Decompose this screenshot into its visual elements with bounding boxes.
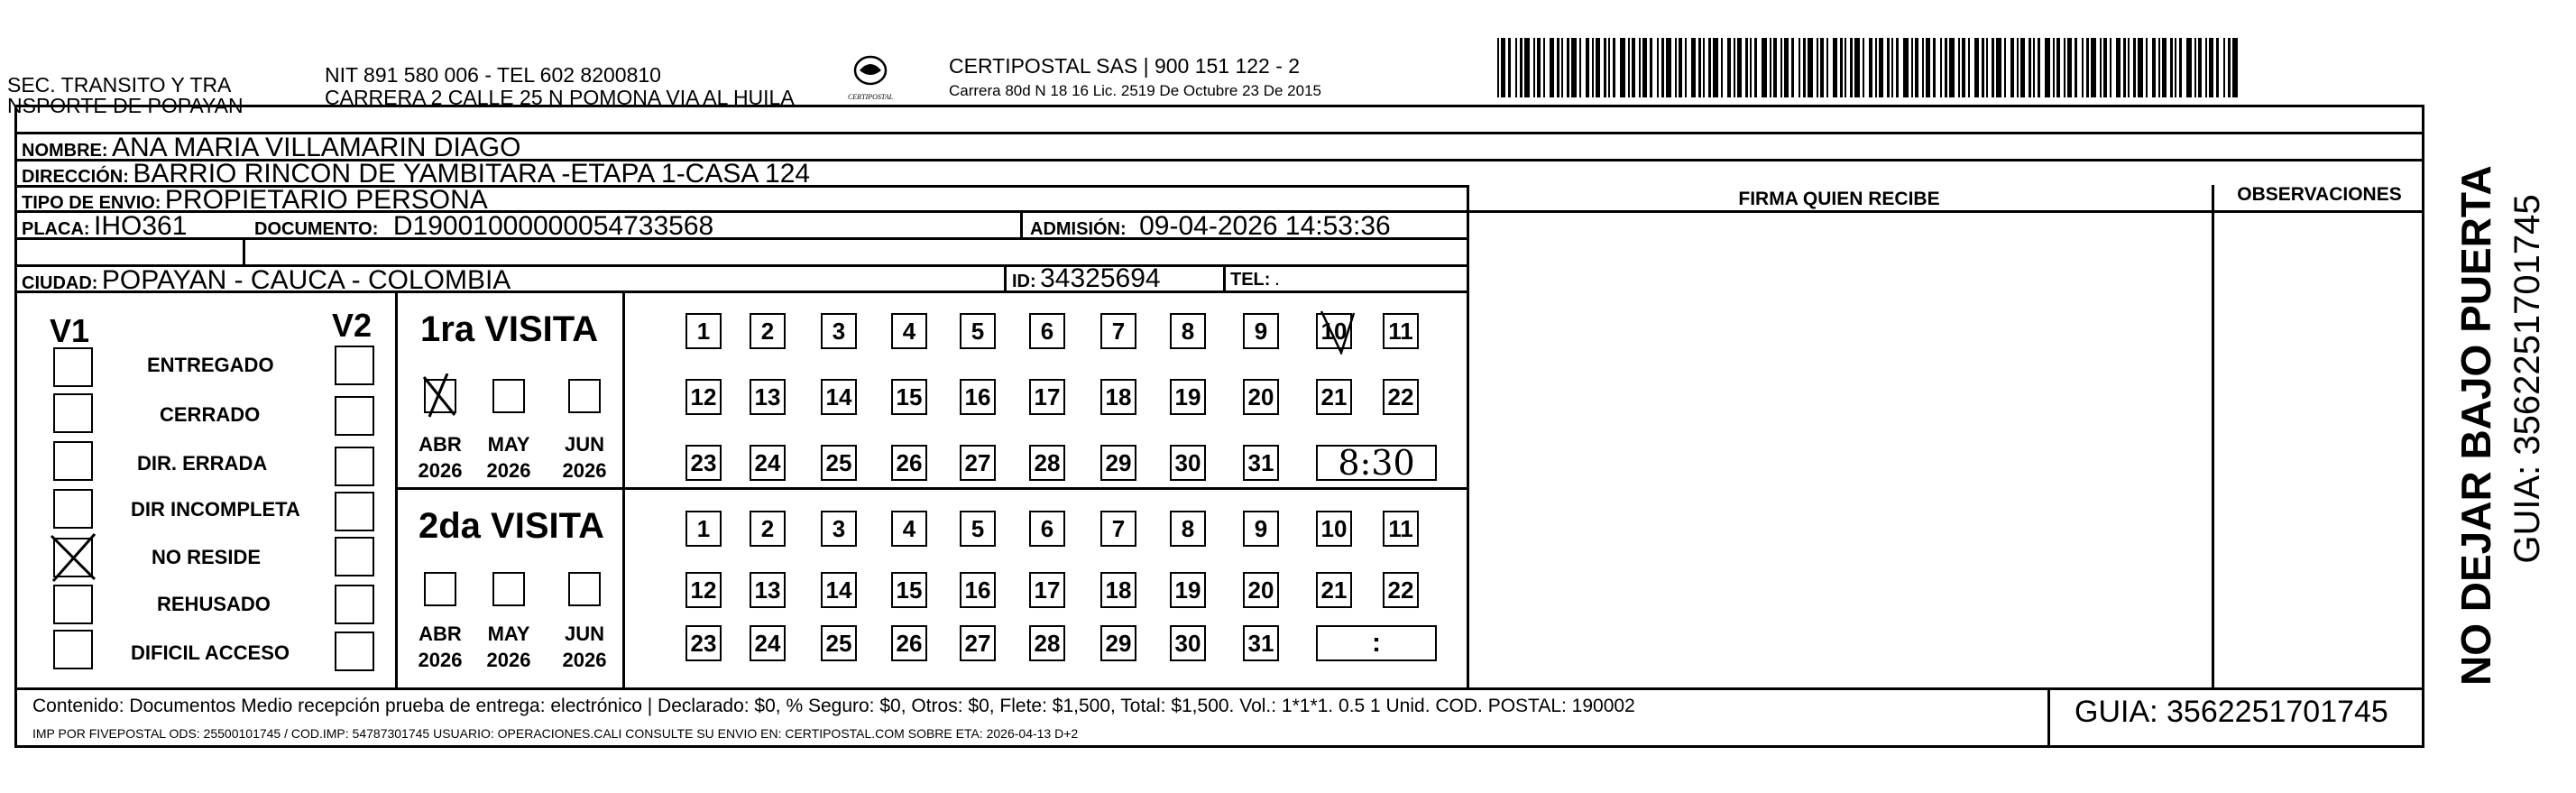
v2-checkbox-entregado[interactable] <box>335 346 374 385</box>
v2-checkbox-cerrado[interactable] <box>335 396 374 436</box>
second-visit-day-28[interactable]: 28 <box>1029 625 1065 661</box>
barcode-bar <box>2100 38 2102 97</box>
first-visit-day-19[interactable]: 19 <box>1170 379 1206 415</box>
barcode-bar <box>1820 38 1824 97</box>
barcode-bar <box>1879 38 1883 97</box>
license-info: Carrera 80d N 18 16 Lic. 2519 De Octubre 23 De 2015 <box>949 82 1321 99</box>
second-visit-day-8[interactable]: 8 <box>1170 511 1206 547</box>
barcode-bar <box>1592 38 1594 97</box>
second-visit-day-23[interactable]: 23 <box>685 625 722 661</box>
barcode-bar <box>2152 38 2156 97</box>
barcode-bar <box>1940 38 1942 97</box>
first-visit-month-jun-checkbox[interactable] <box>568 379 601 413</box>
observations-area[interactable] <box>2214 213 2424 687</box>
barcode-bar <box>1501 38 1505 97</box>
barcode-bar <box>1887 38 1890 97</box>
sender-name-line2: NSPORTE DE POPAYAN <box>7 94 244 117</box>
first-visit-day-24[interactable]: 24 <box>750 445 786 481</box>
barcode-bar <box>2162 38 2167 97</box>
second-visit-title: 2da VISITA <box>419 506 604 546</box>
second-visit-day-4[interactable]: 4 <box>891 511 927 547</box>
ciudad-row <box>22 267 511 294</box>
second-visit-month-label: MAY <box>487 622 530 645</box>
v1-label: V1 <box>50 312 90 349</box>
second-visit-month-label: JUN <box>564 622 604 645</box>
barcode-bar <box>2053 38 2055 97</box>
no-dejar-bajo-puerta: NO DEJAR BAJO PUERTA <box>2452 165 2499 686</box>
first-visit-day-17[interactable]: 17 <box>1029 379 1065 415</box>
barcode-bar <box>1982 38 1984 97</box>
first-visit-month-label: ABR <box>419 433 462 456</box>
status-label-rehusado: REHUSADO <box>157 593 271 615</box>
sender-address: CARRERA 2 CALLE 25 N POMONA VIA AL HUILA <box>325 86 795 109</box>
barcode-bar <box>1911 38 1913 97</box>
first-visit-month-label: JUN <box>564 433 604 456</box>
barcode-bar <box>1754 38 1757 97</box>
second-visit-day-29[interactable]: 29 <box>1100 625 1136 661</box>
barcode-bar <box>2194 38 2196 97</box>
barcode-bar <box>1537 38 1541 97</box>
first-visit-day-3[interactable]: 3 <box>821 313 857 349</box>
barcode-bar <box>1713 38 1718 97</box>
second-visit-day-19[interactable]: 19 <box>1170 572 1206 608</box>
barcode-bar <box>1632 38 1635 97</box>
barcode-bar <box>2020 38 2025 97</box>
barcode-bar <box>1639 38 1641 97</box>
admision-value: 09-04-2026 14:53:36 <box>1139 211 1391 241</box>
first-visit-day-16[interactable]: 16 <box>960 379 996 415</box>
first-visit-day-30[interactable]: 30 <box>1170 445 1206 481</box>
barcode-bar <box>1803 38 1806 97</box>
first-visit-day-10[interactable]: 10 <box>1316 313 1352 349</box>
side-guia: GUIA: 3562251701745 <box>2507 194 2547 564</box>
v2-checkbox-dificil-acceso[interactable] <box>335 632 374 671</box>
ciudad-value: POPAYAN - CAUCA - COLOMBIA <box>101 265 511 295</box>
barcode-bar <box>2138 38 2143 97</box>
id-row <box>1012 265 1161 292</box>
barcode-bar <box>1737 38 1742 97</box>
first-visit-day-29[interactable]: 29 <box>1100 445 1136 481</box>
barcode-bar <box>1586 38 1589 97</box>
tipo-envio-value: PROPIETARIO PERSONA <box>164 185 488 215</box>
barcode-bar <box>2056 38 2060 97</box>
barcode-bar <box>1840 38 1843 97</box>
direccion-value: BARRIO RINCON DE YAMBITARA -ETAPA 1-CASA 124 <box>133 159 811 189</box>
barcode-bar <box>1515 38 1517 97</box>
first-visit-day-23[interactable]: 23 <box>685 445 722 481</box>
second-visit-day-30[interactable]: 30 <box>1170 625 1206 661</box>
second-visit-day-6[interactable]: 6 <box>1029 511 1065 547</box>
second-visit-day-25[interactable]: 25 <box>821 625 857 661</box>
tipo-envio-row <box>22 187 488 214</box>
second-visit-day-11[interactable]: 11 <box>1383 511 1419 547</box>
tel-value: . <box>1274 267 1281 290</box>
barcode-bar <box>2116 38 2121 97</box>
second-visit-day-20[interactable]: 20 <box>1243 572 1279 608</box>
documento-row <box>254 213 713 240</box>
second-visit-day-1[interactable]: 1 <box>685 511 722 547</box>
first-visit-month-may-checkbox[interactable] <box>492 379 525 413</box>
v2-checkbox-dir-incompleta[interactable] <box>335 492 374 531</box>
barcode-bar <box>2086 38 2089 97</box>
first-visit-day-26[interactable]: 26 <box>891 445 927 481</box>
barcode-bar <box>1571 38 1577 97</box>
barcode-bar <box>1915 38 1918 97</box>
barcode-bar <box>1628 38 1630 97</box>
id-value: 34325694 <box>1040 263 1161 293</box>
barcode-bar <box>2123 38 2126 97</box>
certipostal-logo <box>830 52 911 103</box>
admision-label: ADMISIÓN: <box>1030 219 1127 239</box>
barcode-bar <box>1962 38 1965 97</box>
barcode-bar <box>2064 38 2065 97</box>
second-visit-day-5[interactable]: 5 <box>960 511 996 547</box>
barcode-bar <box>1698 38 1701 97</box>
check-mark-icon <box>1314 308 1357 355</box>
barcode-bar <box>1745 38 1748 97</box>
barcode-bar <box>1926 38 1930 97</box>
barcode-bar <box>1968 38 1970 97</box>
barcode-bar <box>1533 38 1535 97</box>
status-label-dir-errada: DIR. ERRADA <box>137 452 268 475</box>
barcode-bar <box>1520 38 1523 97</box>
second-visit-day-16[interactable]: 16 <box>960 572 996 608</box>
second-visit-day-26[interactable]: 26 <box>891 625 927 661</box>
barcode-bar <box>1850 38 1853 97</box>
second-visit-day-17[interactable]: 17 <box>1029 572 1065 608</box>
first-visit-day-27[interactable]: 27 <box>960 445 996 481</box>
barcode-bar <box>2133 38 2136 97</box>
second-visit-day-9[interactable]: 9 <box>1243 511 1279 547</box>
barcode-bar <box>2205 38 2207 97</box>
observaciones-label: OBSERVACIONES <box>2237 184 2402 205</box>
barcode-bar <box>2175 38 2176 97</box>
direccion-row <box>22 161 810 188</box>
second-visit-day-2[interactable]: 2 <box>750 511 786 547</box>
barcode-bar <box>2170 38 2173 97</box>
imp-line: IMP POR FIVEPOSTAL ODS: 25500101745 / COD.IMP: 54787301745 USUARIO: OPERACIONES.CALI CONSULTE SU ENVIO EN: CERTIPOSTAL.COM SOBRE ETA: 2026-04-13 D+2 <box>32 726 1079 741</box>
second-visit-day-13[interactable]: 13 <box>750 572 786 608</box>
barcode-bar <box>1550 38 1554 97</box>
barcode-bar <box>1613 38 1615 97</box>
barcode-bar <box>1875 38 1877 97</box>
status-label-dificil-acceso: DIFICIL ACCESO <box>131 641 290 664</box>
barcode-bar <box>1845 38 1846 97</box>
barcode-bar <box>1596 38 1600 97</box>
first-visit-day-25[interactable]: 25 <box>821 445 857 481</box>
barcode-bar <box>2228 38 2231 97</box>
barcode-bar <box>2029 38 2031 97</box>
barcode-bar <box>2045 38 2050 97</box>
barcode-bar <box>1666 38 1671 97</box>
v2-checkbox-no-reside[interactable] <box>335 537 374 576</box>
barcode-bar <box>1799 38 1800 97</box>
logo-text: CERTIPOSTAL <box>847 93 894 101</box>
second-visit-day-12[interactable]: 12 <box>685 572 722 608</box>
barcode-bar <box>1992 38 1994 97</box>
v1-checkbox-no-reside[interactable] <box>53 538 93 577</box>
first-visit-day-15[interactable]: 15 <box>891 379 927 415</box>
second-visit-day-21[interactable]: 21 <box>1316 572 1352 608</box>
barcode-bar <box>1780 38 1782 97</box>
second-visit-month-may-checkbox[interactable] <box>492 572 525 606</box>
barcode-bar <box>2209 38 2213 97</box>
status-label-no-reside: NO RESIDE <box>152 546 262 568</box>
v1-checkbox-dir-incompleta[interactable] <box>53 489 93 529</box>
barcode-bar <box>1949 38 1955 97</box>
v1-checkbox-cerrado[interactable] <box>53 393 93 433</box>
barcode-bar <box>1703 38 1705 97</box>
barcode-bar <box>1679 38 1682 97</box>
second-visit-year-label: 2026 <box>418 649 463 671</box>
first-visit-year-label: 2026 <box>418 459 463 482</box>
barcode-bar <box>1708 38 1711 97</box>
first-visit-day-28[interactable]: 28 <box>1029 445 1065 481</box>
barcode-bar <box>2017 38 2019 97</box>
barcode-bar <box>1721 38 1723 97</box>
id-label: ID: <box>1012 272 1036 291</box>
barcode-bar <box>2216 38 2219 97</box>
second-visit-day-24[interactable]: 24 <box>750 625 786 661</box>
barcode-bar <box>2067 38 2072 97</box>
documento-label: DOCUMENTO: <box>254 219 379 239</box>
barcode-bar <box>1620 38 1625 97</box>
barcode-bar <box>2033 38 2035 97</box>
first-visit-day-12[interactable]: 12 <box>685 379 722 415</box>
second-visit-time[interactable]: : <box>1316 625 1437 661</box>
second-visit-year-label: 2026 <box>562 649 607 671</box>
sender-name-line1: SEC. TRANSITO Y TRA <box>7 73 232 97</box>
nombre-label: NOMBRE: <box>22 141 108 161</box>
second-visit-day-22[interactable]: 22 <box>1383 572 1419 608</box>
barcode-bar <box>1543 38 1545 97</box>
second-visit-day-10[interactable]: 10 <box>1316 511 1352 547</box>
barcode-bar <box>1808 38 1813 97</box>
barcode-bar <box>1863 38 1864 97</box>
barcode-bar <box>1833 38 1837 97</box>
v2-checkbox-dir-errada[interactable] <box>335 447 374 486</box>
first-visit-time[interactable]: 8:30 <box>1316 445 1437 481</box>
barcode-bar <box>2128 38 2130 97</box>
barcode-bar <box>1661 38 1664 97</box>
barcode-bar <box>1561 38 1563 97</box>
admision-row <box>1030 213 1391 240</box>
barcode-bar <box>1854 38 1860 97</box>
first-visit-month-abr-checkbox[interactable] <box>424 379 456 413</box>
barcode-bar <box>1608 38 1610 97</box>
status-label-entregado: ENTREGADO <box>147 354 274 376</box>
barcode-bar <box>1642 38 1647 97</box>
first-visit-day-21[interactable]: 21 <box>1316 379 1352 415</box>
barcode-bar <box>2091 38 2096 97</box>
first-visit-day-20[interactable]: 20 <box>1243 379 1279 415</box>
x-mark-icon <box>46 530 100 585</box>
barcode-bar <box>2198 38 2202 97</box>
x-mark-icon <box>420 373 460 419</box>
barcode-bar <box>1773 38 1777 97</box>
barcode-bar <box>1508 38 1511 97</box>
second-visit-year-label: 2026 <box>486 649 531 671</box>
first-visit-day-22[interactable]: 22 <box>1383 379 1419 415</box>
first-visit-year-label: 2026 <box>562 459 607 482</box>
tipo-envio-label: TIPO DE ENVIO: <box>22 193 161 213</box>
barcode-bar <box>1891 38 1893 97</box>
company-info: CERTIPOSTAL SAS | 900 151 122 - 2 <box>949 54 1301 78</box>
barcode-bar <box>1727 38 1731 97</box>
second-visit-month-abr-checkbox[interactable] <box>424 572 456 606</box>
guia-number-box: GUIA: 3562251701745 <box>2075 695 2388 729</box>
first-visit-day-9[interactable]: 9 <box>1243 313 1279 349</box>
barcode-bar <box>1650 38 1652 97</box>
status-label-cerrado: CERRADO <box>160 403 261 426</box>
barcode-bar <box>2186 38 2192 97</box>
first-visit-year-label: 2026 <box>486 459 531 482</box>
nombre-value: ANA MARIA VILLAMARIN DIAGO <box>112 133 521 162</box>
first-visit-day-5[interactable]: 5 <box>960 313 996 349</box>
barcode-bar <box>1497 38 1499 97</box>
second-visit-month-label: ABR <box>419 622 462 645</box>
first-visit-day-6[interactable]: 6 <box>1029 313 1065 349</box>
second-visit-day-3[interactable]: 3 <box>821 511 857 547</box>
barcode-bar <box>1657 38 1659 97</box>
first-visit-day-13[interactable]: 13 <box>750 379 786 415</box>
nit-phone: NIT 891 580 006 - TEL 602 8200810 <box>325 63 661 87</box>
barcode-bar <box>1567 38 1569 97</box>
first-visit-day-7[interactable]: 7 <box>1100 313 1136 349</box>
barcode-bar <box>1604 38 1606 97</box>
signature-area[interactable] <box>1469 213 2212 687</box>
second-visit-day-31[interactable]: 31 <box>1243 625 1279 661</box>
barcode-bar <box>1691 38 1696 97</box>
barcode-bar <box>1524 38 1530 97</box>
first-visit-day-4[interactable]: 4 <box>891 313 927 349</box>
contenido-line: Contenido: Documentos Medio recepción prueba de entrega: electrónico | Declarado: $0, % Seguro: $0, Otros: $0, Flete: $1,500, Total: $1,500. Vol.: 1*1*1. 0.5 1 Unid. COD. POSTAL: 190002 <box>32 696 1635 716</box>
status-label-dir-incompleta: DIR INCOMPLETA <box>131 498 300 521</box>
barcode-bar <box>1933 38 1936 97</box>
nombre-row <box>22 134 520 161</box>
barcode-bar <box>2158 38 2160 97</box>
barcode-bar <box>1996 38 2001 97</box>
barcode-bar <box>2010 38 2014 97</box>
barcode-bar <box>2038 38 2040 97</box>
barcode-bar <box>1896 38 1899 97</box>
first-visit-month-label: MAY <box>487 433 530 456</box>
barcode-bar <box>1945 38 1947 97</box>
first-visit-day-2[interactable]: 2 <box>750 313 786 349</box>
barcode-bar <box>1579 38 1581 97</box>
first-visit-day-18[interactable]: 18 <box>1100 379 1136 415</box>
barcode-bar <box>1685 38 1687 97</box>
barcode-bar <box>1922 38 1924 97</box>
barcode-bar <box>1784 38 1789 97</box>
barcode-bar <box>1903 38 1909 97</box>
v2-checkbox-rehusado[interactable] <box>335 585 374 624</box>
barcode-bar <box>1974 38 1979 97</box>
barcode-bar <box>1958 38 1960 97</box>
barcode-bar <box>2082 38 2084 97</box>
v1-checkbox-dir-errada[interactable] <box>53 441 93 481</box>
second-visit-day-7[interactable]: 7 <box>1100 511 1136 547</box>
barcode-bar <box>2223 38 2225 97</box>
barcode <box>1497 38 2244 97</box>
first-visit-day-31[interactable]: 31 <box>1243 445 1279 481</box>
placa-label: PLACA: <box>22 219 90 239</box>
first-visit-day-11[interactable]: 11 <box>1383 313 1419 349</box>
barcode-bar <box>1750 38 1752 97</box>
second-visit-month-jun-checkbox[interactable] <box>568 572 601 606</box>
barcode-bar <box>2110 38 2111 97</box>
barcode-bar <box>1675 38 1677 97</box>
barcode-bar <box>1557 38 1559 97</box>
v2-label: V2 <box>332 307 373 344</box>
barcode-bar <box>1734 38 1735 97</box>
placa-value: IHO361 <box>94 211 188 241</box>
barcode-bar <box>2103 38 2107 97</box>
ciudad-label: CIUDAD: <box>22 273 98 293</box>
barcode-bar <box>1770 38 1771 97</box>
barcode-bar <box>1791 38 1794 97</box>
placa-row <box>22 213 187 240</box>
second-visit-day-18[interactable]: 18 <box>1100 572 1136 608</box>
first-visit-day-1[interactable]: 1 <box>685 313 722 349</box>
barcode-bar <box>1817 38 1818 97</box>
barcode-bar <box>1762 38 1767 97</box>
barcode-bar <box>1986 38 1988 97</box>
first-visit-day-14[interactable]: 14 <box>821 379 857 415</box>
barcode-bar <box>2179 38 2182 97</box>
firma-quien-recibe-label: FIRMA QUIEN RECIBE <box>1738 189 1940 209</box>
v1-checkbox-dificil-acceso[interactable] <box>53 630 93 669</box>
v1-checkbox-rehusado[interactable] <box>53 585 93 624</box>
first-visit-day-8[interactable]: 8 <box>1170 313 1206 349</box>
barcode-bar <box>2232 38 2238 97</box>
documento-value: D19001000000054733568 <box>392 211 714 241</box>
first-visit-title: 1ra VISITA <box>420 309 599 349</box>
v1-checkbox-entregado[interactable] <box>53 347 93 387</box>
second-visit-day-15[interactable]: 15 <box>891 572 927 608</box>
tel-row <box>1230 269 1280 289</box>
barcode-bar <box>2075 38 2077 97</box>
barcode-bar <box>1826 38 1828 97</box>
barcode-bar <box>2146 38 2148 97</box>
barcode-bar <box>1869 38 1872 97</box>
direccion-label: DIRECCIÓN: <box>22 167 129 187</box>
second-visit-day-14[interactable]: 14 <box>821 572 857 608</box>
barcode-bar <box>2004 38 2006 97</box>
second-visit-day-27[interactable]: 27 <box>960 625 996 661</box>
tel-label: TEL: <box>1230 270 1271 290</box>
